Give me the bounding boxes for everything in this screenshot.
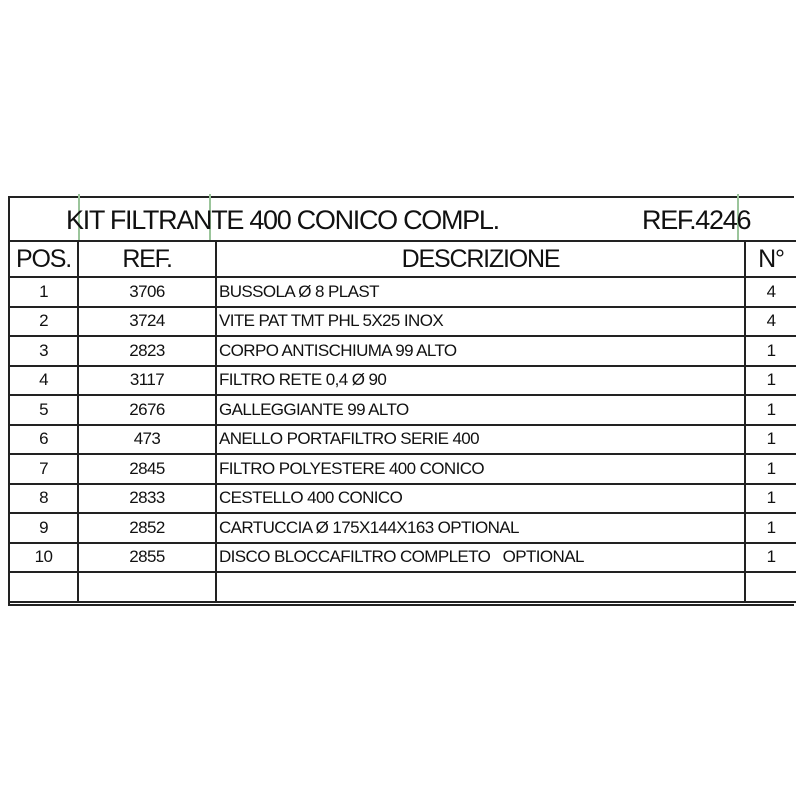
table-row	[10, 396, 796, 426]
qty-cell: 1	[766, 488, 776, 508]
qty-cell: 1	[766, 517, 776, 537]
table-row	[10, 544, 796, 574]
header-row	[10, 242, 796, 278]
table-row	[10, 367, 796, 397]
table-row	[10, 278, 796, 308]
ref-cell: 2845	[79, 455, 217, 483]
table-row	[10, 455, 796, 485]
qty-cell: 1	[766, 547, 776, 567]
description-cell: CARTUCCIA Ø 175X144X163 OPTIONAL	[217, 514, 746, 542]
qty-cell: 1	[766, 429, 776, 449]
qty-cell: 1	[766, 399, 776, 419]
header-ref: REF.	[79, 242, 217, 276]
description-cell: BUSSOLA Ø 8 PLAST	[217, 278, 746, 306]
pos-cell: 3	[10, 337, 79, 365]
pos-cell: 5	[10, 396, 79, 424]
ref-cell: 2852	[79, 514, 217, 542]
table-row	[10, 485, 796, 515]
table-row	[10, 337, 796, 367]
description-cell: ANELLO PORTAFILTRO SERIE 400	[217, 426, 746, 454]
pos-cell: 9	[10, 514, 79, 542]
empty-cell	[746, 573, 796, 601]
header-pos: POS.	[10, 242, 79, 276]
description-cell: FILTRO POLYESTERE 400 CONICO	[217, 455, 746, 483]
table-row	[10, 426, 796, 456]
pos-cell: 1	[10, 278, 79, 306]
pos-cell: 6	[10, 426, 79, 454]
pos-cell: 2	[10, 308, 79, 336]
description-cell: GALLEGGIANTE 99 ALTO	[217, 396, 746, 424]
description-cell: DISCO BLOCCAFILTRO COMPLETO OPTIONAL	[217, 544, 746, 572]
table-row	[10, 308, 796, 338]
header-qty: N°	[758, 244, 784, 273]
ref-cell: 2833	[79, 485, 217, 513]
qty-cell: 1	[766, 458, 776, 478]
pos-cell: 10	[10, 544, 79, 572]
ref-cell: 2823	[79, 337, 217, 365]
ref-cell: 2855	[79, 544, 217, 572]
description-cell: CESTELLO 400 CONICO	[217, 485, 746, 513]
qty-cell: 1	[766, 340, 776, 360]
pos-cell: 4	[10, 367, 79, 395]
table-row	[10, 514, 796, 544]
description-cell: VITE PAT TMT PHL 5X25 INOX	[217, 308, 746, 336]
kit-reference: REF.4246	[642, 205, 751, 235]
qty-cell: 4	[766, 311, 776, 331]
ref-cell: 3706	[79, 278, 217, 306]
ref-cell: 3724	[79, 308, 217, 336]
table-title-row	[10, 198, 796, 242]
header-description: DESCRIZIONE	[217, 242, 746, 276]
parts-list-table	[8, 196, 794, 606]
ref-cell: 3117	[79, 367, 217, 395]
empty-cell	[79, 573, 217, 601]
qty-cell: 1	[766, 370, 776, 390]
ref-cell: 473	[79, 426, 217, 454]
empty-cell	[217, 573, 746, 601]
empty-row	[10, 573, 796, 603]
pos-cell: 8	[10, 485, 79, 513]
qty-cell: 4	[766, 281, 776, 301]
table-title: KIT FILTRANTE 400 CONICO COMPL.	[66, 205, 499, 235]
description-cell: CORPO ANTISCHIUMA 99 ALTO	[217, 337, 746, 365]
empty-cell	[10, 573, 79, 601]
ref-cell: 2676	[79, 396, 217, 424]
description-cell: FILTRO RETE 0,4 Ø 90	[217, 367, 746, 395]
pos-cell: 7	[10, 455, 79, 483]
